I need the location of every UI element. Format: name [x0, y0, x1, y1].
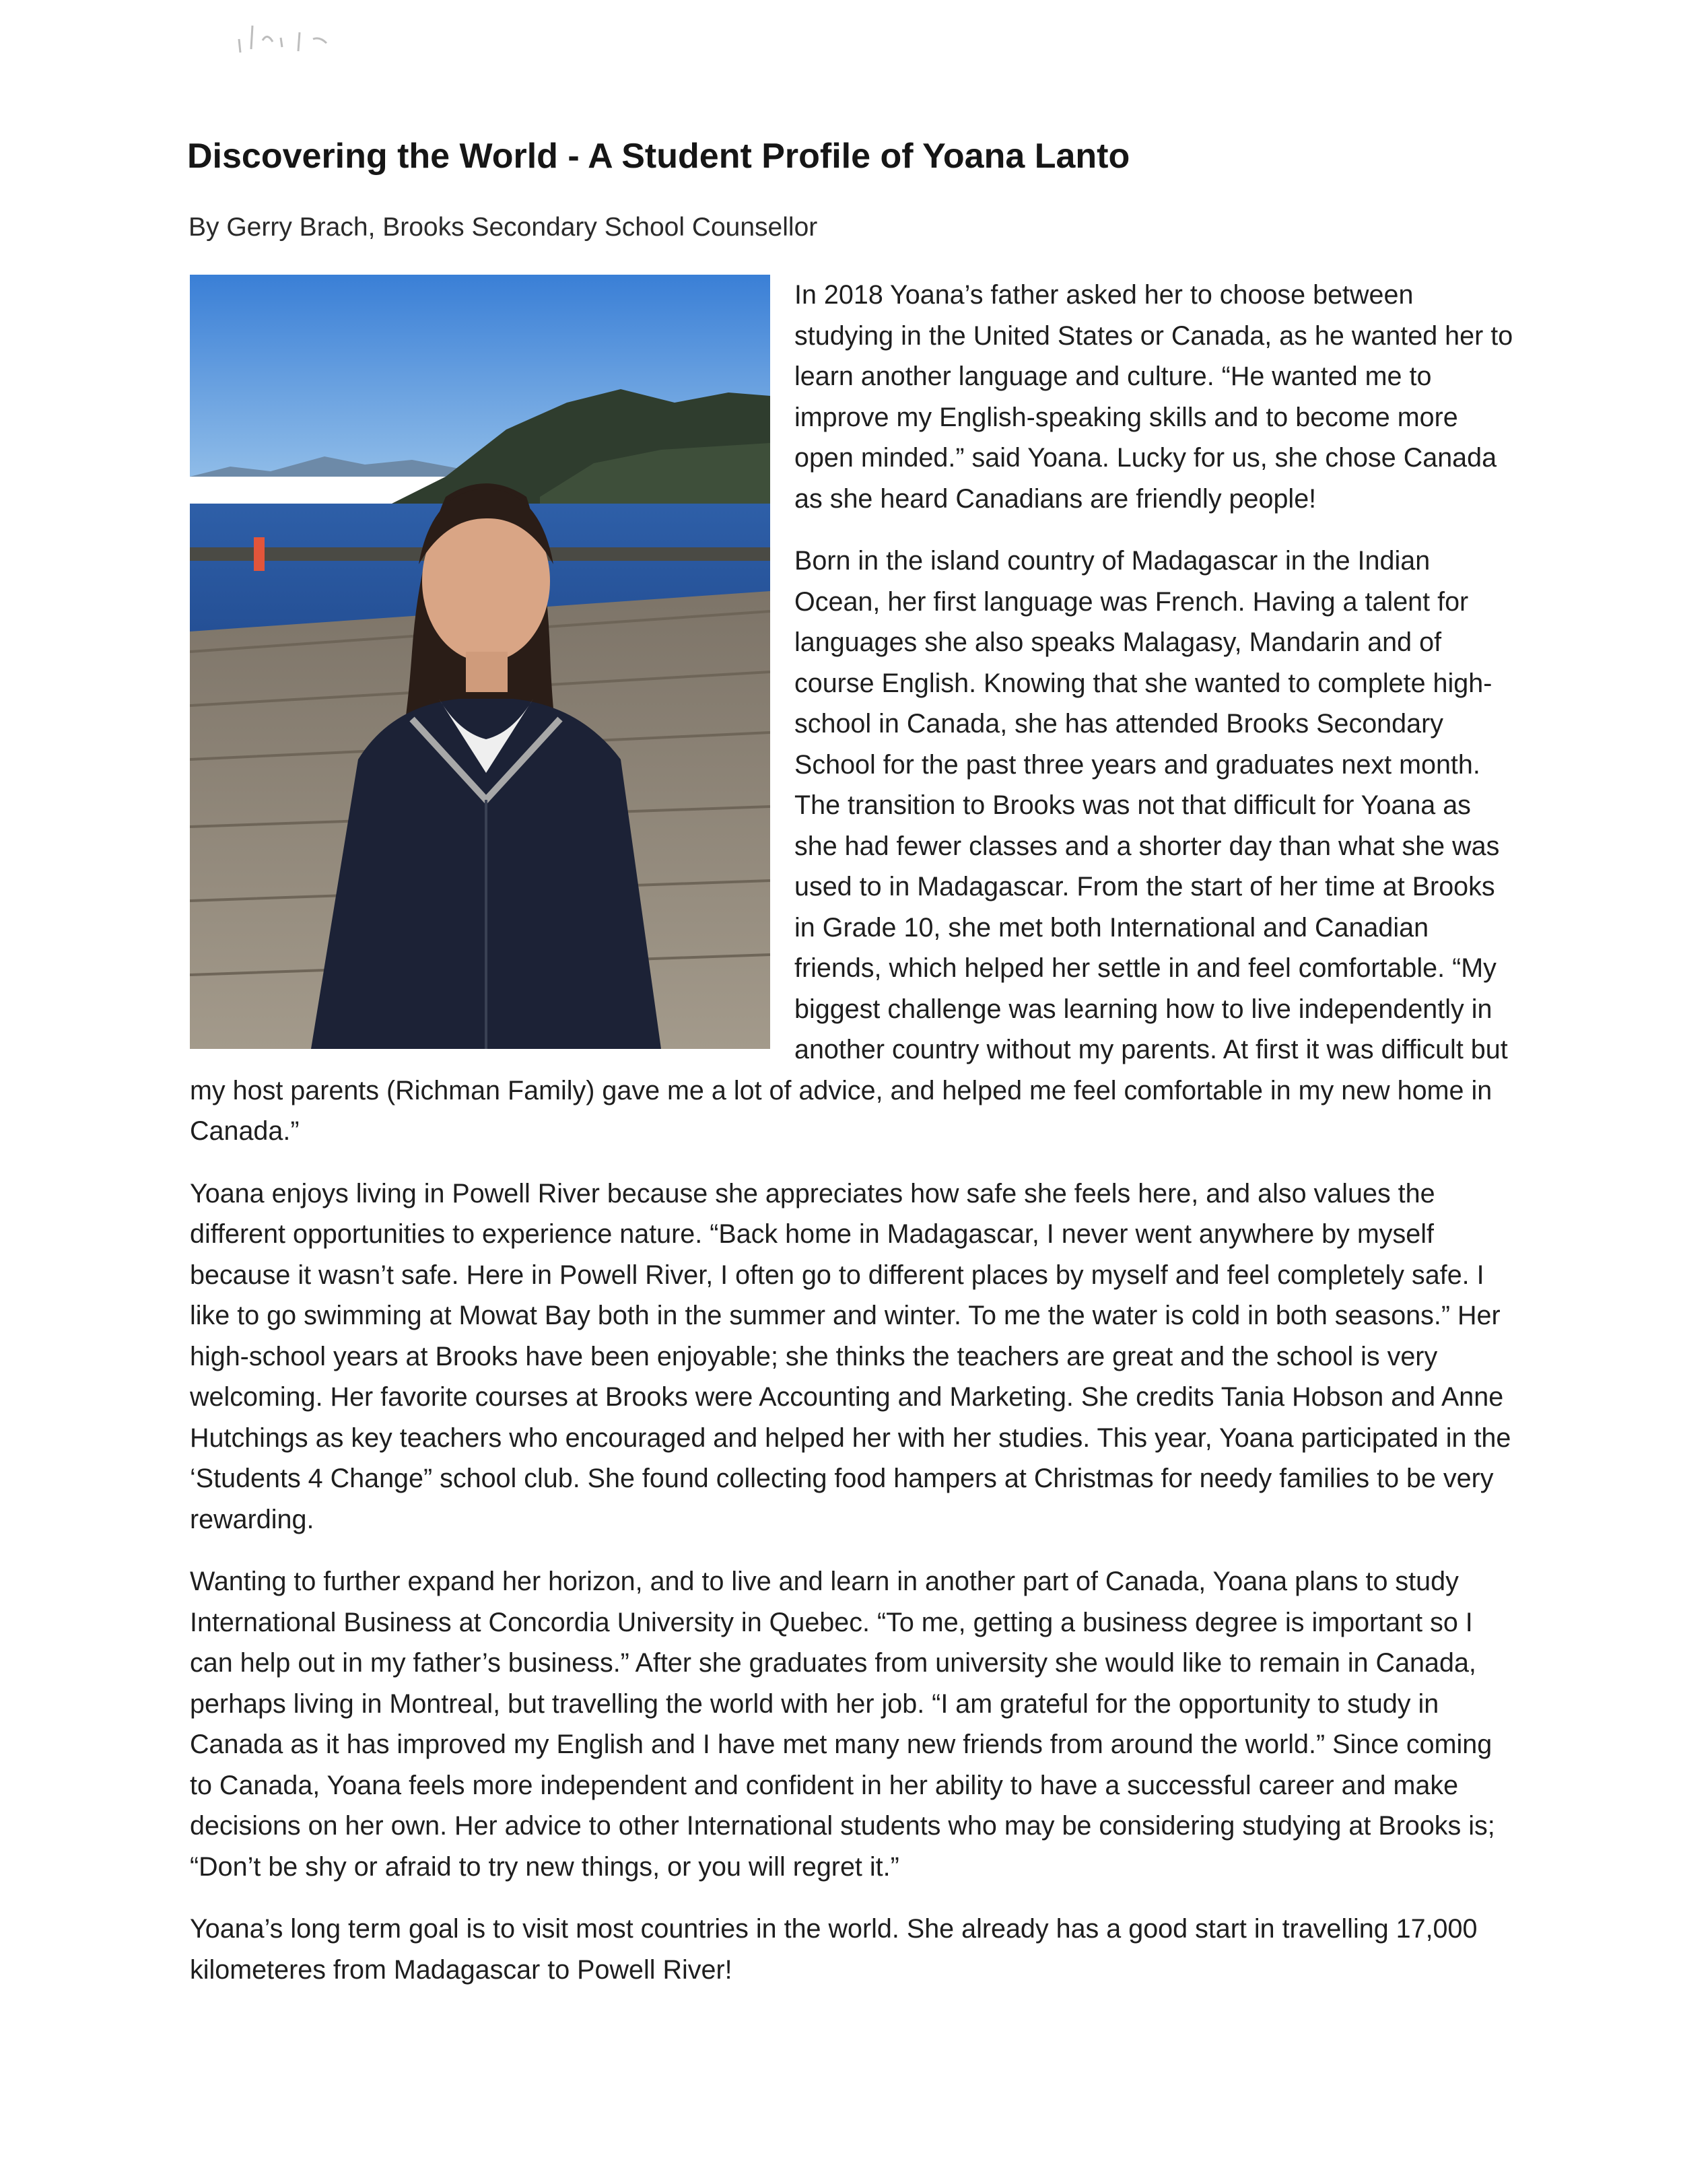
scan-artifact-mark	[226, 12, 353, 59]
student-portrait-photo	[190, 275, 770, 1049]
article-paragraph-2: Born in the island country of Madagascar in the Indian Ocean, her first language was French. Having a talent for languages she also speaks Malagasy, Mandarin and of course English. Knowing that she wanted to complete high-school in Canada, she has attended Brooks Secondary School for the past three years and graduates next month. The transition to Brooks was not that difficult for Yoana as she had fewer classes and a shorter day than what she was used to in Madagascar. From the start of her time at Brooks in Grade 10, she met both International and Canadian friends, which helped her settle in and feel comfortable. “My biggest challenge was learning how to live independently in another country without my parents. At first it was difficult but my host parents (Richman Family) gave me a lot of advice, and helped me feel comfortable in my new home in Canada.”	[190, 546, 1508, 1146]
article-paragraph-4: Wanting to further expand her horizon, and to live and learn in another part of Canada, Yoana plans to study International Business at Concordia University in Quebec. “To me, getting a business degree is important so I can help out in my father’s business.” After she graduates from university she would like to remain in Canada, perhaps living in Montreal, but travelling the world with her job. “I am grateful for the opportunity to study in Canada as it has improved my English and I have met many new friends from around the world.” Since coming to Canada, Yoana feels more independent and confident in her ability to have a successful career and make decisions on her own. Her advice to other International students who may be considering studying at Brooks is; “Don’t be shy or afraid to try new things, or you will regret it.”	[190, 1567, 1495, 1882]
article-byline: By Gerry Brach, Brooks Secondary School Counsellor	[188, 213, 818, 242]
article-paragraph-3: Yoana enjoys living in Powell River because she appreciates how safe she feels here, and also values the different opportunities to experience nature. “Back home in Madagascar, I never went anywhere by myself because it wasn’t safe. Here in Powell River, I often go to different places by myself and feel completely safe. I like to go swimming at Mowat Bay both in the summer and winter. To me the water is cold in both seasons.” Her high-school years at Brooks have been enjoyable; she thinks the teachers are great and the school is very welcoming. Her favorite courses at Brooks were Accounting and Marketing. She credits Tania Hobson and Anne Hutchings as key teachers who encouraged and helped her with her studies. This year, Yoana participated in the ‘Students 4 Change” school club. She found collecting food hampers at Christmas for needy families to be very rewarding.	[190, 1178, 1511, 1534]
article-paragraph-1: In 2018 Yoana’s father asked her to choose between studying in the United States or Canada, as he wanted her to learn another language and culture. “He wanted me to improve my English-speaking skills and to become more open minded.” said Yoana. Lucky for us, she chose Canada as she heard Canadians are friendly people!	[794, 280, 1513, 514]
article-body	[190, 275, 1519, 2012]
article-title: Discovering the World - A Student Profile of Yoana Lanto	[187, 137, 1130, 176]
article-paragraph-5: Yoana’s long term goal is to visit most countries in the world. She already has a good start in travelling 17,000 kilometeres from Madagascar to Powell River!	[190, 1914, 1478, 1985]
